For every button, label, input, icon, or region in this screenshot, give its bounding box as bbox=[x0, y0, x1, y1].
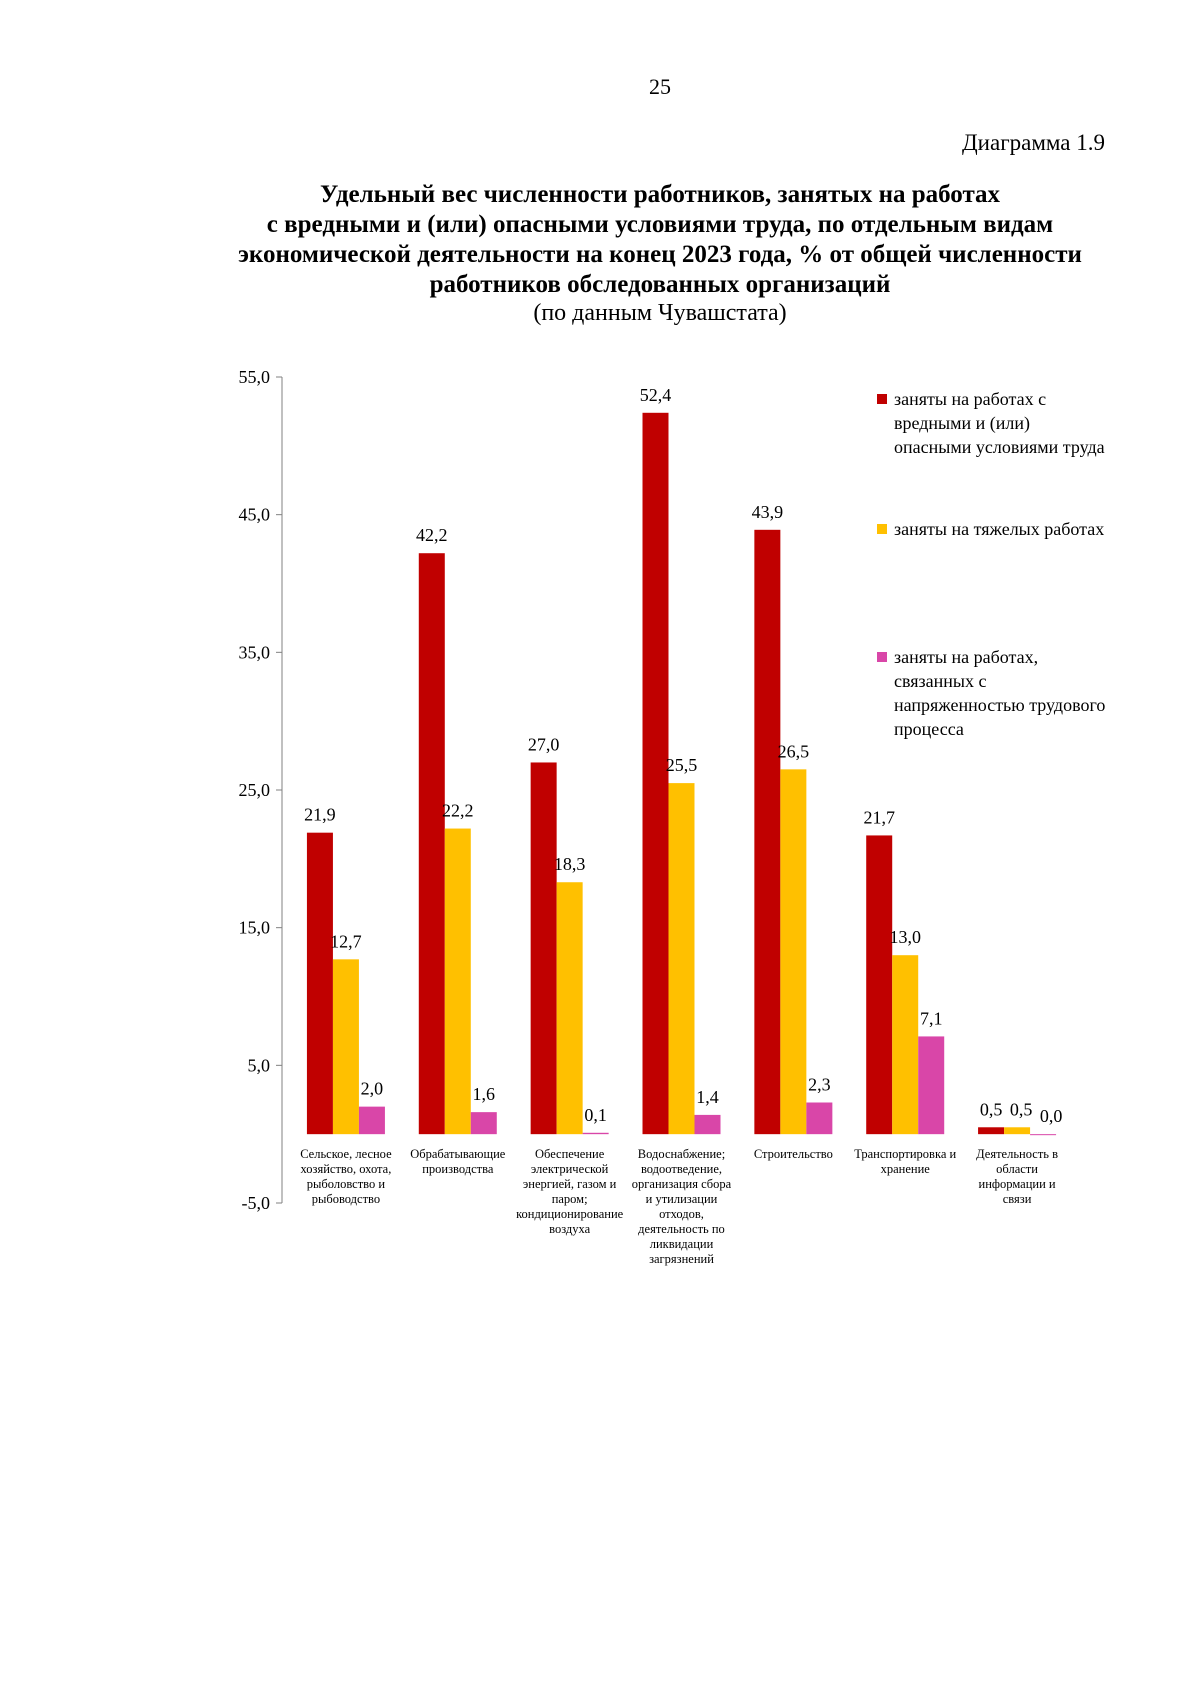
legend-swatch bbox=[877, 524, 887, 534]
chart-category-labels bbox=[300, 1147, 1058, 1266]
category-label-line: Обеспечение bbox=[534, 1147, 605, 1162]
y-tick-label: 55,0 bbox=[238, 367, 270, 387]
y-tick-label: 35,0 bbox=[238, 642, 270, 663]
category-label-line: хозяйство, охота, bbox=[300, 1162, 392, 1177]
data-label: 26,5 bbox=[777, 741, 810, 762]
legend-label-line: заняты на тяжелых работах bbox=[894, 519, 1105, 539]
chart-axes bbox=[239, 367, 283, 1213]
data-label: 0,5 bbox=[1009, 1099, 1033, 1120]
bar bbox=[669, 783, 695, 1134]
category-label-line: производства bbox=[422, 1162, 494, 1177]
category-label bbox=[754, 1147, 833, 1161]
legend-label bbox=[894, 389, 1105, 457]
data-label: 25,5 bbox=[665, 755, 698, 776]
category-label-line: Деятельность в bbox=[976, 1147, 1059, 1162]
bar bbox=[806, 1103, 832, 1135]
category-label-line: Строительство bbox=[753, 1147, 833, 1162]
data-label: 0,1 bbox=[584, 1104, 607, 1125]
data-label: 13,0 bbox=[889, 927, 921, 948]
data-label: 2,3 bbox=[808, 1074, 831, 1095]
bar bbox=[557, 882, 583, 1134]
category-label-line: воздуха bbox=[549, 1222, 591, 1237]
category-label bbox=[854, 1147, 956, 1176]
category-label-line: ликвидации bbox=[649, 1237, 714, 1252]
category-label bbox=[632, 1147, 732, 1266]
y-tick-label: 15,0 bbox=[238, 917, 270, 938]
bar bbox=[866, 835, 892, 1134]
bar bbox=[695, 1115, 721, 1134]
legend-label-line: заняты на работах с bbox=[894, 389, 1047, 409]
data-label: 42,2 bbox=[416, 525, 448, 546]
bar bbox=[359, 1107, 385, 1135]
category-label bbox=[300, 1147, 392, 1206]
category-label-line: рыбоводство bbox=[311, 1192, 381, 1207]
data-label: 43,9 bbox=[751, 501, 784, 522]
data-label: 7,1 bbox=[919, 1008, 943, 1029]
chart-title-line: экономической деятельности на конец 2023 года, % от общей численности bbox=[238, 241, 1082, 268]
bar bbox=[333, 959, 359, 1134]
data-label: 1,4 bbox=[696, 1086, 719, 1107]
y-tick-label: 5,0 bbox=[247, 1055, 270, 1076]
y-tick-label: -5,0 bbox=[241, 1193, 270, 1213]
bar bbox=[754, 530, 780, 1134]
bar bbox=[780, 769, 806, 1134]
legend-swatch bbox=[877, 394, 887, 404]
bar bbox=[1030, 1134, 1056, 1135]
data-label: 1,6 bbox=[472, 1084, 496, 1105]
bar bbox=[643, 413, 669, 1134]
chart-title-line: Удельный вес численности работников, занятых на работах bbox=[319, 181, 1001, 208]
chart-legend bbox=[877, 389, 1105, 739]
bar bbox=[978, 1127, 1004, 1134]
page-number: 25 bbox=[649, 74, 671, 99]
legend-label-line: заняты на работах, bbox=[894, 647, 1039, 667]
category-label-line: Транспортировка и bbox=[854, 1147, 957, 1162]
category-label-line: деятельность по bbox=[638, 1222, 725, 1237]
data-label: 2,0 bbox=[360, 1078, 384, 1099]
legend-label-line: опасными условиями труда bbox=[894, 437, 1105, 457]
chart-title-line: работников обследованных организаций bbox=[429, 271, 891, 298]
category-label bbox=[516, 1147, 624, 1236]
bar bbox=[1004, 1127, 1030, 1134]
bar bbox=[918, 1036, 944, 1134]
data-label: 27,0 bbox=[527, 734, 560, 755]
category-label-line: загрязнений bbox=[649, 1252, 714, 1267]
category-label-line: области bbox=[996, 1162, 1038, 1177]
category-label-line: водоотведение, bbox=[640, 1162, 723, 1177]
category-label-line: информации и bbox=[978, 1177, 1056, 1192]
legend-swatch bbox=[877, 652, 887, 662]
category-label-line: энергией, газом и bbox=[522, 1177, 617, 1192]
chart-title-line: с вредными и (или) опасными условиями труда, по отдельным видам bbox=[266, 211, 1054, 238]
category-label bbox=[410, 1147, 506, 1176]
category-label-line: рыболовство и bbox=[306, 1177, 386, 1192]
data-label: 21,7 bbox=[863, 807, 895, 828]
category-label-line: паром; bbox=[551, 1192, 588, 1207]
legend-label-line: процесса bbox=[894, 719, 964, 739]
legend-label bbox=[894, 519, 1104, 539]
chart-subtitle: (по данным Чувашстата) bbox=[533, 300, 787, 326]
category-label-line: отходов, bbox=[659, 1207, 704, 1222]
data-label: 22,2 bbox=[442, 800, 474, 821]
legend-label bbox=[894, 647, 1105, 739]
bar bbox=[531, 762, 557, 1134]
diagram-label: Диаграмма 1.9 bbox=[961, 130, 1105, 155]
bar bbox=[583, 1133, 609, 1134]
category-label-line: Обрабатывающие bbox=[410, 1147, 506, 1162]
category-label-line: Сельское, лесное bbox=[300, 1147, 392, 1162]
legend-label-line: связанных с bbox=[894, 671, 987, 691]
category-label-line: кондиционирование bbox=[516, 1207, 624, 1222]
y-tick-label: 45,0 bbox=[238, 504, 270, 525]
y-tick-label: 25,0 bbox=[238, 780, 270, 800]
category-label bbox=[976, 1147, 1058, 1206]
category-label-line: хранение bbox=[880, 1162, 930, 1177]
bar bbox=[892, 955, 918, 1134]
data-label: 0,5 bbox=[979, 1099, 1003, 1120]
bar bbox=[419, 553, 445, 1134]
category-label-line: Водоснабжение; bbox=[637, 1147, 726, 1162]
data-label: 21,9 bbox=[304, 804, 336, 825]
data-label: 0,0 bbox=[1039, 1106, 1063, 1127]
data-label: 18,3 bbox=[553, 854, 586, 875]
bar bbox=[445, 829, 471, 1135]
category-label-line: электрической bbox=[530, 1162, 609, 1177]
legend-label-line: вредными и (или) bbox=[894, 413, 1031, 433]
category-label-line: связи bbox=[1002, 1192, 1032, 1207]
bar bbox=[307, 833, 333, 1134]
bar bbox=[471, 1112, 497, 1134]
legend-label-line: напряженностью трудового bbox=[894, 695, 1106, 715]
category-label-line: и утилизации bbox=[645, 1192, 718, 1207]
category-label-line: организация сбора bbox=[631, 1177, 732, 1192]
data-label: 12,7 bbox=[330, 931, 362, 952]
data-label: 52,4 bbox=[639, 384, 672, 405]
